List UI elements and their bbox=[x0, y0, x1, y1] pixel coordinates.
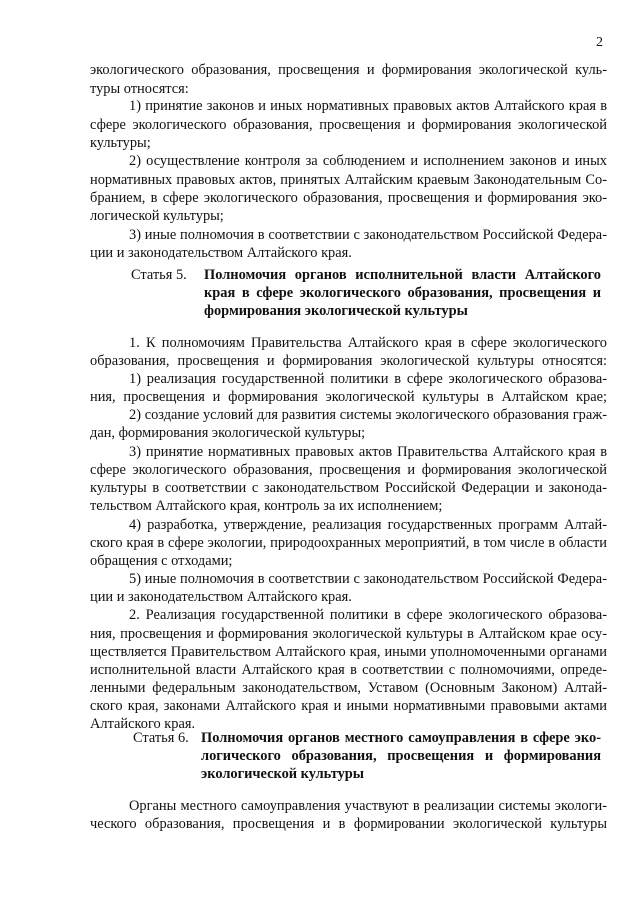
paragraph-line: сфере экологического образования, просвещения и формирования экологической bbox=[90, 117, 607, 133]
paragraph-line: 5) иные полномочия в соответствии с законодательством Российской Федера- bbox=[129, 571, 607, 587]
paragraph-line: культуры; bbox=[90, 135, 151, 151]
paragraph-line: ции и законодательством Алтайского края. bbox=[90, 245, 352, 261]
paragraph-line: туры относятся: bbox=[90, 81, 189, 97]
paragraph-line: Алтайского края. bbox=[90, 716, 196, 732]
paragraph-line: 1. К полномочиям Правительства Алтайского края в сфере экологического bbox=[129, 335, 607, 351]
paragraph-line: ния, просвещения и формирования экологической культуры в Алтайском крае осу- bbox=[90, 626, 607, 642]
paragraph-line: 4) разработка, утверждение, реализация государственных программ Алтай- bbox=[129, 517, 607, 533]
paragraph-line: культуры в соответствии с законодательством Российской Федерации и законода- bbox=[90, 480, 607, 496]
paragraph-line: логической культуры; bbox=[90, 208, 224, 224]
paragraph-line: исполнительной власти Алтайского края в соответствии с полномочиями, опреде- bbox=[90, 662, 607, 678]
paragraph-line: 1) принятие законов и иных нормативных правовых актов Алтайского края в bbox=[129, 98, 607, 114]
paragraph-line: ческого образования, просвещения и в формировании экологической культуры bbox=[90, 816, 607, 832]
paragraph-line: сфере экологического образования, просвещения и формирования экологической bbox=[90, 462, 607, 478]
paragraph-line: нормативных правовых актов, принятых Алтайским краевым Законодательным Со- bbox=[90, 172, 607, 188]
article-6-title-line: логического образования, просвещения и формирования bbox=[201, 748, 601, 764]
paragraph-line: ции и законодательством Алтайского края. bbox=[90, 589, 352, 605]
paragraph-line: 2) создание условий для развития системы экологического образования граж- bbox=[129, 407, 607, 423]
paragraph-line: Органы местного самоуправления участвуют в реализации системы экологи- bbox=[129, 798, 607, 814]
article-5-label: Статья 5. bbox=[131, 267, 187, 283]
paragraph-line: ленными федеральным законодательством, Уставом (Основным Законом) Алтай- bbox=[90, 680, 607, 696]
article-6-title-line: Полномочия органов местного самоуправления в сфере эко- bbox=[201, 730, 601, 746]
paragraph-line: 2. Реализация государственной политики в сфере экологического образова- bbox=[129, 607, 607, 623]
paragraph-line: обращения с отходами; bbox=[90, 553, 233, 569]
paragraph-line: 3) принятие нормативных правовых актов Правительства Алтайского края в bbox=[129, 444, 607, 460]
article-5-title-line: края в сфере экологического образования, просвещения и bbox=[204, 285, 601, 301]
paragraph-line: 1) реализация государственной политики в сфере экологического образова- bbox=[129, 371, 607, 387]
article-5-title-line: формирования экологической культуры bbox=[204, 303, 468, 319]
paragraph-line: ния, просвещения и формирования экологической культуры в Алтайском крае; bbox=[90, 389, 607, 405]
paragraph-line: образования, просвещения и формирования экологической культуры относятся: bbox=[90, 353, 607, 369]
paragraph-line: ществляется Правительством Алтайского края, иными уполномоченными органами bbox=[90, 644, 607, 660]
paragraph-line: тельством Алтайского края, контроль за их исполнением; bbox=[90, 498, 443, 514]
paragraph-line: экологического образования, просвещения и формирования экологической куль- bbox=[90, 62, 607, 78]
paragraph-line: 2) осуществление контроля за соблюдением и исполнением законов и иных bbox=[129, 153, 607, 169]
article-6-label: Статья 6. bbox=[133, 730, 189, 746]
article-6-title-line: экологической культуры bbox=[201, 766, 365, 782]
page-number: 2 bbox=[596, 35, 603, 50]
paragraph-line: ского края в сфере экологии, природоохранных мероприятий, в том числе в области bbox=[90, 535, 607, 551]
paragraph-line: ского края, законами Алтайского края и иными нормативными правовыми актами bbox=[90, 698, 607, 714]
paragraph-line: 3) иные полномочия в соответствии с законодательством Российской Федера- bbox=[129, 227, 607, 243]
paragraph-line: дан, формирования экологической культуры; bbox=[90, 425, 366, 441]
article-5-title-line: Полномочия органов исполнительной власти Алтайского bbox=[204, 267, 601, 283]
paragraph-line: бранием, в сфере экологического образования, просвещения и формирования эко- bbox=[90, 190, 607, 206]
